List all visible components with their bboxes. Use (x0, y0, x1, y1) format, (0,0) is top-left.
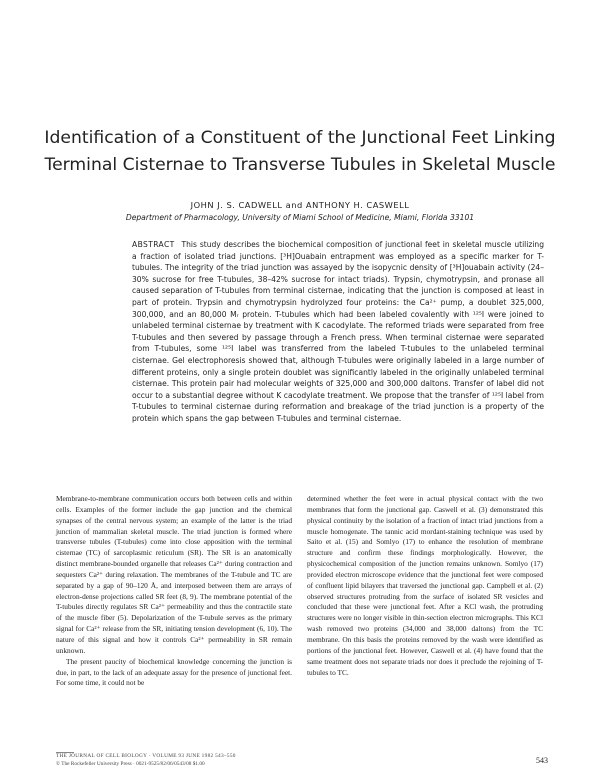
journal-citation: THE JOURNAL OF CELL BIOLOGY · VOLUME 93 JUNE 1982 543–550 (56, 753, 236, 759)
body-paragraph: determined whether the feet were in actual physical contact with the two membranes that form the junctional gap. Caswell et al. (3) demonstrated this physical continuity by the isolation of a fraction of intact triad junctions from a muscle homogenate. The tannic acid mordant-staining technique was used by Saito et al. (15) and Somlyo (17) to enhance the resolution of membrane structure and confirm these findings morphologically. However, the physicochemical composition of the junction remains unknown. Somlyo (17) provided electron microscope evidence that the junctional feet were composed of confluent lipid bilayers that traversed the junctional gap. Campbell et al. (2) observed structures protruding from the surface of isolated SR vesicles and concluded that these were junctional feet. After a KCl wash, the protruding structures were no longer visible in thin-section electron micrographs. This KCl wash removed two proteins (34,000 and 38,000 daltons) from the TC membrane. On this basis the proteins removed by the wash were identified as portions of the junctional feet. However, Caswell et al. (4) have found that the same treatment does not separate triads nor does it preclude the rejoining of T-tubules to TC. (307, 494, 543, 677)
body-paragraph: The present paucity of biochemical knowledge concerning the junction is due, in part, to the lack of an adequate assay for the presence of junctional feet. For some time, it could not be (56, 656, 292, 688)
abstract-text: This study describes the biochemical composition of junctional feet in skeletal muscle utilizing a fraction of isolated triad junctions. [³H]Ouabain entrapment was employed as a specific marker for T-tubules. The integrity of the triad junction was assayed by the isopycnic density of [³H]ouabain activity (24–30% sucrose for free T-tubules, 38–42% sucrose for intact triads). Trypsin, chymotrypsin, and pronase all caused separation of T-tubules from terminal cisternae, indicating that the junction is composed at least in part of protein. Trypsin and chymotrypsin hydrolyzed four proteins: the Ca²⁺ pump, a doublet 325,000, 300,000, and an 80,000 Mᵣ protein. T-tubules which had been labeled covalently with ¹²⁵I were joined to unlabeled terminal cisternae by treatment with K cacodylate. The reformed triads were separated from free T-tubules and then severed by passage through a French press. When terminal cisternae were separated from T-tubules, some ¹²⁵I label was transferred from the labeled T-tubules to the unlabeled terminal cisternae. Gel electrophoresis showed that, although T-tubules were originally labeled in a large number of different proteins, only a single protein doublet was significantly labeled in the originally unlabeled terminal cisternae. This protein pair had molecular weights of 325,000 and 300,000 daltons. Transfer of label did not occur to a substantial degree without K cacodylate treatment. We propose that the transfer of ¹²⁵I label from T-tubules to terminal cisternae during reformation and breakage of the triad junction is a property of the protein which spans the gap between T-tubules and terminal cisternae. (132, 240, 544, 423)
copyright-line: © The Rockefeller University Press · 0021-9525/82/06/0543/08 $1.00 (56, 761, 205, 767)
body-column-right (307, 494, 543, 678)
body-paragraph: Membrane-to-membrane communication occurs both between cells and within cells. Examples of the former include the gap junction and the chemical synapses of the central nervous system; an example of the latter is the triad junction of mammalian skeletal muscle. The triad junction is formed where transverse tubules (T-tubules) come into close apposition with the terminal cisternae (TC) of sarcoplasmic reticulum (SR). The SR is an anatomically distinct membrane-bounded organelle that releases Ca²⁺ during contraction and sequesters Ca²⁺ during relaxation. The membranes of the T-tubule and TC are separated by a gap of 90–120 Å, and interposed between them are arrays of electron-dense projections called SR feet (8, 9). The membrane potential of the T-tubules directly regulates SR Ca²⁺ permeability and thus the contractile state of the muscle fiber (5). Depolarization of the T-tubule serves as the primary signal for Ca²⁺ release from the SR, initiating tension development (6, 10). The nature of this signal and how it controls Ca²⁺ permeability in SR remain unknown. (56, 494, 292, 655)
abstract-label: ABSTRACT (132, 240, 175, 249)
author-list: JOHN J. S. CADWELL and ANTHONY H. CASWELL (190, 200, 410, 210)
article-title-line-1: Identification of a Constituent of the Junctional Feet Linking (44, 128, 556, 148)
body-column-left (56, 494, 292, 689)
author-affiliation: Department of Pharmacology, University of Miami School of Medicine, Miami, Florida 33101 (125, 213, 475, 222)
page-number: 543 (536, 756, 548, 765)
article-title-line-2: Terminal Cisternae to Transverse Tubules in Skeletal Muscle (44, 155, 556, 175)
abstract-block (132, 239, 544, 425)
